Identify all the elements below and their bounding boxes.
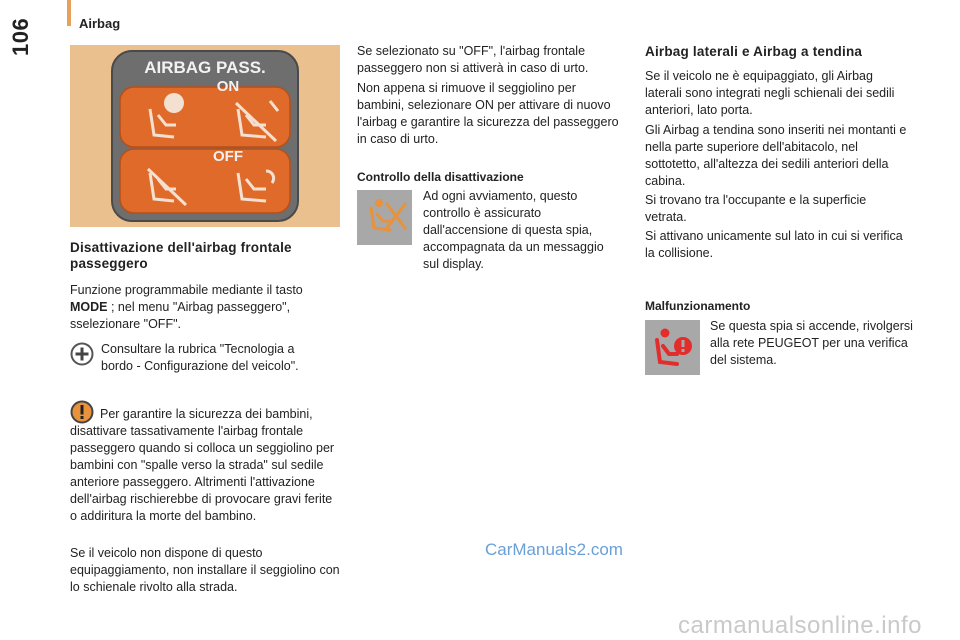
para-no-equipment: Se il veicolo non dispone di questo equipaggiamento, non installare il seggiolino con lo schienale rivolto alla strada. — [70, 546, 340, 594]
para-activation-side: Si attivano unicamente sul lato in cui si verifica la collisione. — [645, 229, 903, 260]
info-note: Consultare la rubrica "Tecnologia a bordo - Configurazione del veicolo". — [101, 342, 299, 373]
subheading-deactivation-check: Controllo della disattivazione — [357, 170, 524, 184]
para-curtain-airbags: Gli Airbag a tendina sono inseriti nei montanti e nella parte superiore dell'abitacolo, nel sottotetto, all'altezza dei sedili anteriori della cabina. — [645, 123, 907, 188]
panel-on-label: ON — [216, 78, 240, 95]
watermark-carmanualsonline: carmanualsonline.info — [678, 612, 922, 639]
para-remove-child-seat: Non appena si rimuove il seggiolino per bambini, selezionare ON per attivare di nuovo l'airbag e garantire la sicurezza del passeggero in caso di urto. — [357, 81, 619, 146]
malfunction-text: Se questa spia si accende, rivolgersi alla rete PEUGEOT per una verifica del sistema. — [710, 319, 913, 367]
watermark-carmanuals2: CarManuals2.com — [485, 540, 623, 559]
control-text: Ad ogni avviamento, questo controllo è assicurato dall'accensione di questa spia, accompagnata da un messaggio sul display. — [423, 189, 604, 271]
airbag-switch-illustration — [70, 45, 340, 227]
airbag-switch-panel — [70, 45, 340, 227]
para-side-airbags: Se il veicolo ne è equipaggiato, gli Airbag laterali sono integrati negli schienali dei sedili anteriori, lato porta. — [645, 69, 895, 117]
panel-title: AIRBAG PASS. — [144, 58, 266, 77]
warning-note: Per garantire la sicurezza dei bambini, disattivare tassativamente l'airbag frontale passeggero quando si colloca un seggiolino per bambini con "spalle verso la strada" sul sedile anteriore passeggero. Altrimenti l'attivazione dell'airbag rischierebbe di provocare gravi ferite o addiritura la morte del bambino. — [70, 407, 335, 523]
mode-key-label: MODE — [70, 300, 108, 314]
section-accent-bar — [67, 0, 71, 26]
section-title: Airbag — [79, 16, 121, 31]
panel-off-label: OFF — [213, 148, 243, 165]
heading-passenger-airbag-deactivation: Disattivazione dell'airbag frontale passeggero — [70, 240, 292, 271]
airbag-fault-indicator-icon — [645, 320, 700, 375]
para-programmable-function — [70, 282, 340, 333]
airbag-off-indicator-icon — [357, 190, 412, 245]
heading-side-curtain-airbags: Airbag laterali e Airbag a tendina — [645, 44, 863, 59]
page-number: 106 — [8, 17, 33, 56]
para-text: ; nel menu "Airbag passeggero", sselezionare "OFF". — [70, 300, 291, 331]
subheading-malfunction: Malfunzionamento — [645, 299, 751, 313]
para-location: Si trovano tra l'occupante e la superficie vetrata. — [645, 193, 867, 224]
para-off-selected: Se selezionato su "OFF", l'airbag frontale passeggero non si attiverà in caso di urto. — [357, 44, 589, 75]
para-text: Funzione programmabile mediante il tasto — [70, 283, 303, 297]
info-plus-icon — [70, 342, 94, 366]
